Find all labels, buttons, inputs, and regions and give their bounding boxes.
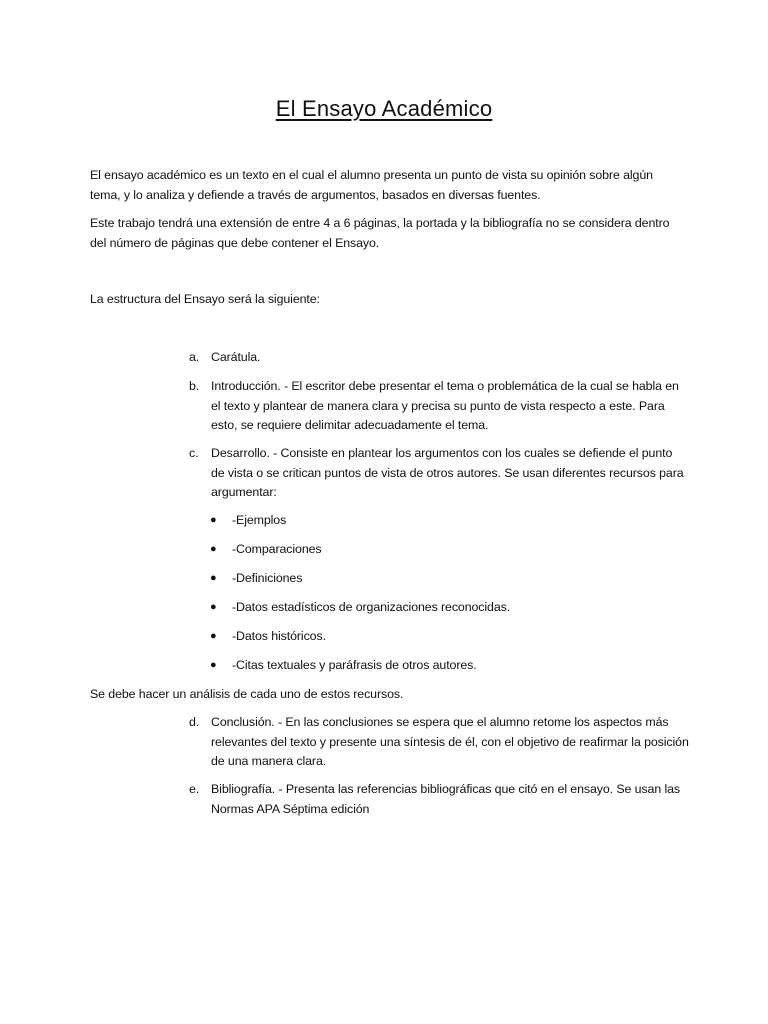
bullet-item (210, 627, 650, 647)
list-item-b (189, 377, 689, 436)
structure-heading: La estructura del Ensayo será la siguiente: (90, 292, 320, 306)
bullet-icon: ● (210, 572, 217, 584)
intro-paragraph-2: Este trabajo tendrá una extensión de entre 4 a 6 páginas, la portada y la bibliografía no se considera dentro del número de páginas que debe contener el Ensayo. (90, 216, 670, 250)
intro-paragraph-1: El ensayo académico es un texto en el cual el alumno presenta un punto de vista su opinión sobre algún tema, y lo analiza y defiende a través de argumentos, basados en diversas fuentes. (90, 168, 653, 202)
bullet-icon: ● (210, 601, 217, 613)
list-item-text: Desarrollo. - Consiste en plantear los argumentos con los cuales se defiende el punto de vista o se critican puntos de vista de otros autores. Se usan diferentes recursos para argumentar: (211, 446, 684, 499)
list-marker: e. (189, 782, 200, 796)
bullet-text: -Definiciones (232, 571, 303, 585)
list-item-a (189, 348, 689, 368)
list-item-text: Introducción. - El escritor debe presentar el tema o problemática de la cual se habla en el texto y plantear de manera clara y precisa su punto de vista respecto a este. Para esto, se requiere delimitar adecuadamente el tema. (211, 379, 679, 432)
bullet-item (210, 656, 650, 676)
document-title: El Ensayo Académico (275, 96, 493, 121)
list-item-text: Conclusión. - En las conclusiones se espera que el alumno retome los aspectos más relevantes del texto y presente una síntesis de él, con el objetivo de reafirmar la posición de una manera clara. (211, 715, 689, 768)
bullet-icon: ● (210, 514, 217, 526)
bullet-text: -Citas textuales y paráfrasis de otros autores. (232, 658, 477, 672)
list-marker: c. (189, 446, 199, 460)
bullet-text: -Comparaciones (232, 542, 322, 556)
bullet-text: -Datos estadísticos de organizaciones reconocidas. (232, 600, 511, 614)
bullet-item (210, 569, 650, 589)
list-item-text: Carátula. (211, 350, 261, 364)
bullet-item (210, 511, 650, 531)
bullet-item (210, 598, 650, 618)
analysis-note: Se debe hacer un análisis de cada uno de estos recursos. (90, 687, 404, 701)
bullet-item (210, 540, 650, 560)
list-item-e (189, 780, 689, 819)
list-item-text: Bibliografía. - Presenta las referencias bibliográficas que citó en el ensayo. Se usan las Normas APA Séptima edición (211, 782, 680, 816)
bullet-icon: ● (210, 543, 217, 555)
list-item-c (189, 444, 689, 503)
list-item-d (189, 713, 689, 772)
bullet-icon: ● (210, 630, 217, 642)
list-marker: b. (189, 379, 200, 393)
bullet-text: -Datos históricos. (232, 629, 326, 643)
bullet-text: -Ejemplos (232, 513, 287, 527)
list-marker: d. (189, 715, 200, 729)
bullet-icon: ● (210, 659, 217, 671)
list-marker: a. (189, 350, 200, 364)
